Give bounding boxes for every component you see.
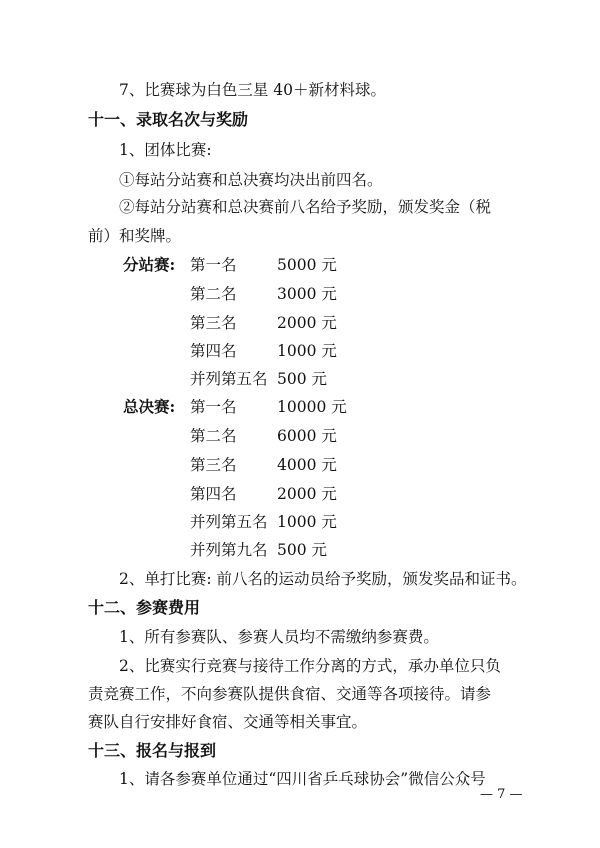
prize-rank: 第一名 [190, 256, 237, 274]
prize-rank: 第三名 [190, 314, 237, 332]
prize-rank: 第三名 [190, 456, 237, 474]
team-competition-title: 1、团体比赛: [119, 141, 212, 159]
section-12-heading: 十二、参赛费用 [88, 598, 201, 617]
prize-rank: 并列第五名 [190, 513, 268, 531]
prize-amount: 5000 元 [277, 256, 337, 274]
fee-rule-1: 1、所有参赛队、参赛人员均不需缴纳参赛费。 [119, 628, 439, 646]
section-13-heading: 十三、报名与报到 [88, 741, 217, 760]
prize-rank: 并列第九名 [190, 541, 268, 559]
prize-rank: 第二名 [190, 427, 237, 445]
prize-amount: 500 元 [277, 370, 328, 388]
prize-amount: 2000 元 [277, 314, 337, 332]
prize-amount: 1000 元 [277, 342, 337, 360]
final-prize-label: 总决赛: [123, 397, 176, 416]
singles-competition-rule: 2、单打比赛: 前八名的运动员给予奖励，颁发奖品和证书。 [119, 570, 527, 588]
fee-rule-2-line-1: 2、比赛实行竞赛与接待工作分离的方式，承办单位只负 [119, 657, 501, 675]
prize-amount: 500 元 [277, 541, 328, 559]
prize-amount: 6000 元 [277, 427, 337, 445]
fee-rule-2-line-2: 责竞赛工作，不向参赛队提供食宿、交通等各项接待。请参 [88, 685, 492, 703]
prize-rank: 第四名 [190, 485, 237, 503]
section-11-heading: 十一、录取名次与奖励 [88, 110, 249, 129]
prize-amount: 3000 元 [277, 285, 337, 303]
team-rule-2-line-1: ②每站分站赛和总决赛前八名给予奖励，颁发奖金（税 [119, 198, 492, 216]
branch-prize-label: 分站赛: [123, 255, 176, 274]
prize-amount: 1000 元 [277, 513, 337, 531]
team-rule-2-line-2: 前）和奖牌。 [88, 227, 182, 245]
prize-amount: 2000 元 [277, 485, 337, 503]
prize-rank: 第二名 [190, 285, 237, 303]
prize-rank: 第四名 [190, 342, 237, 360]
prize-amount: 10000 元 [277, 398, 347, 416]
page-number: — 7 — [480, 787, 523, 802]
team-rule-1: ①每站分站赛和总决赛均决出前四名。 [119, 171, 383, 189]
prize-amount: 4000 元 [277, 456, 337, 474]
prize-rank: 并列第五名 [190, 370, 268, 388]
fee-rule-2-line-3: 赛队自行安排好食宿、交通等相关事宜。 [88, 713, 368, 731]
registration-rule-1: 1、请各参赛单位通过“四川省乒乓球协会”微信公众号 [119, 770, 486, 788]
item-7-ball-spec: 7、比赛球为白色三星 40＋新材料球。 [119, 81, 387, 99]
prize-rank: 第一名 [190, 398, 237, 416]
